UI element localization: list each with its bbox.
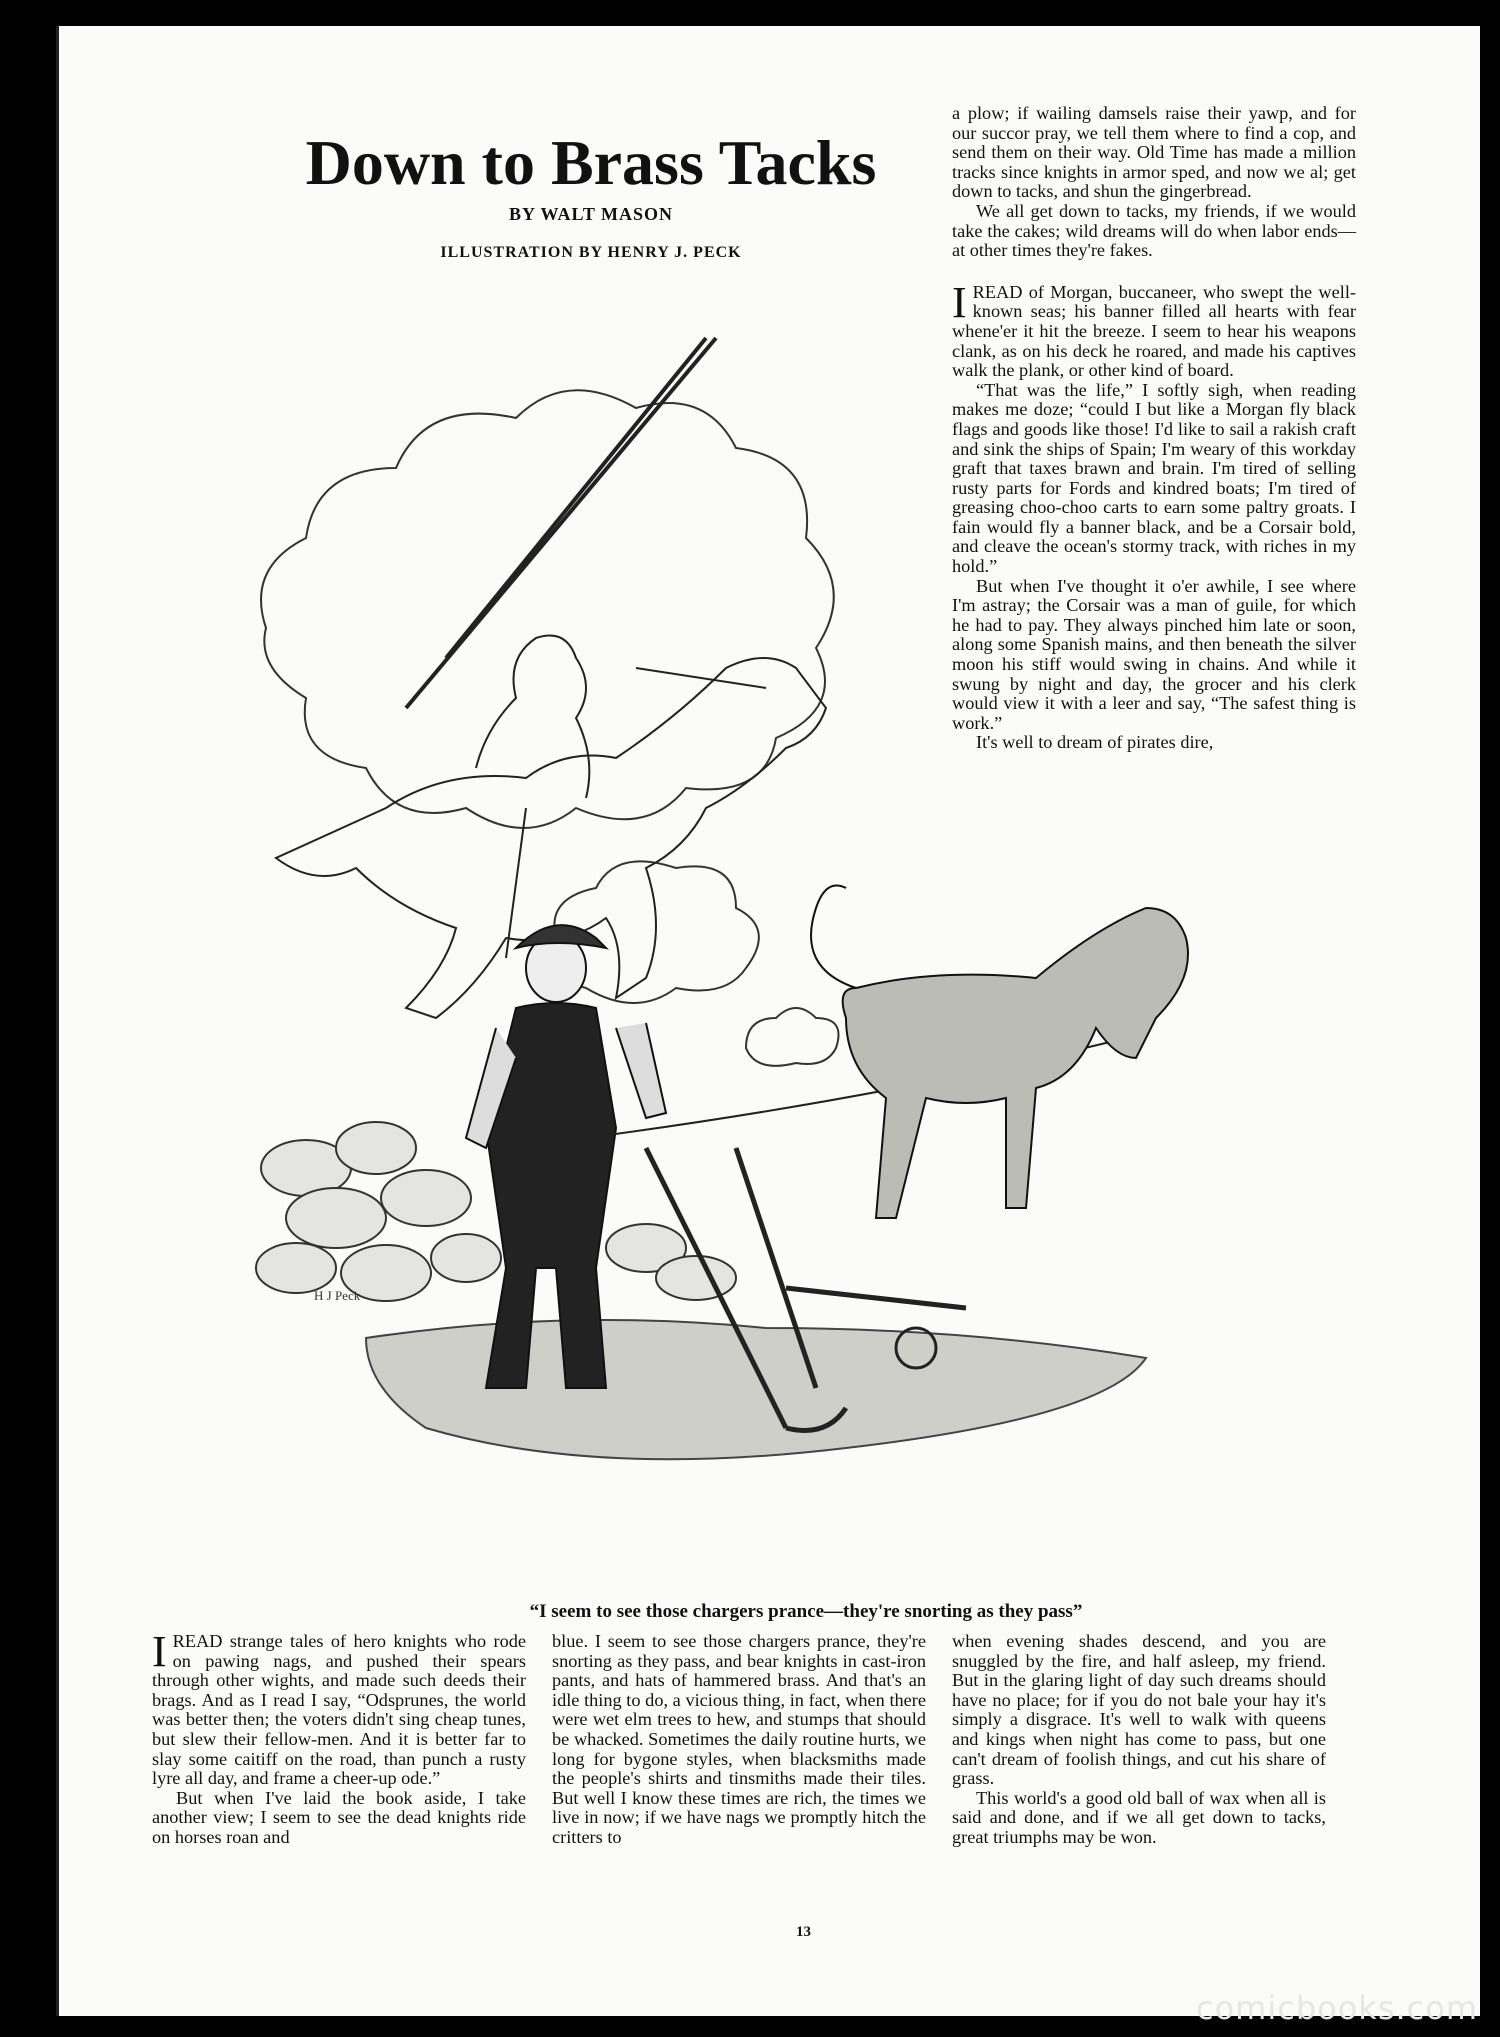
plow-horse xyxy=(811,886,1188,1219)
paragraph-knights xyxy=(152,1627,526,1789)
paragraph: It's well to dream of pirates dire, xyxy=(976,732,1214,753)
bottom-text-column-3 xyxy=(952,1632,1326,1848)
page-spine-edge xyxy=(56,26,59,2016)
bottom-text-column-2 xyxy=(552,1632,926,1848)
artist-signature: H J Peck xyxy=(314,1288,361,1303)
article-title: Down to Brass Tacks xyxy=(305,127,877,198)
paragraph: blue. I seem to see those chargers prance, they're snorting as they pass, and bear knights in cast-iron pants, and hats of hammered brass. And that's an idle thing to do, a vicious thing, in fact, when there were wet elm trees to hew, and stumps that should be whacked. Sometimes the daily routine hurts, we long for bygone styles, when blacksmiths made the people's shirts and tinsmiths made their tiles. But well I know these times are rich, the times we live in now; if we have nags we promptly hitch the critters to xyxy=(552,1631,926,1847)
farmer-figure xyxy=(466,925,666,1388)
paragraph-continuation: a plow; if wailing damsels raise their yawp, and for our succor pray, we tell them where to find a cop, and send them on their way. Old Time has made a million tracks since knights in armor sped, and now we al; get down to tacks, and shun the gingerbread. xyxy=(952,103,1356,202)
knight-on-horse-drawing xyxy=(276,338,826,1018)
illustration-credit: ILLUSTRATION BY HENRY J. PECK xyxy=(440,244,742,261)
magazine-page xyxy=(56,26,1480,2016)
author-byline: BY WALT MASON xyxy=(508,204,674,224)
paragraph: when evening shades descend, and you are snuggled by the fire, and half asleep, my friend. But in the glaring light of day such dreams should have no place; for if you do not bale your hay it's simply a disgrace. It's well to walk with queens and kings when night has come to pass, but one can't dream of foolish things, and cut his share of grass. xyxy=(952,1631,1326,1789)
page-number: 13 xyxy=(796,1924,811,1940)
paragraph: But when I've laid the book aside, I take another view; I seem to see the dead knights ride on horses roan and xyxy=(152,1787,526,1847)
paragraph: This world's a good old ball of wax when all is said and done, and if we all get down to tacks, great triumphs may be won. xyxy=(952,1787,1326,1847)
drop-cap: I xyxy=(152,1627,167,1676)
paragraph: We all get down to tacks, my friends, if we would take the cakes; wild dreams will do when labor ends—at other times they're fakes. xyxy=(952,200,1356,261)
paragraph-text: READ strange tales of hero knights who rode on pawing nags, and pushed their spears through other wights, and made such deeds their brags. And as I read I say, “Odsprunes, the world was better then; the voters didn't sing cheap tunes, but slew their fellow-men. And it is better far to slay some caitiff on the road, than punch a rusty lyre all day, and frame a cheer-up ode.” xyxy=(152,1631,526,1789)
drop-cap: I xyxy=(952,277,967,327)
bottom-text-column-1 xyxy=(152,1627,526,1848)
paragraph-text: READ of Morgan, buccaneer, who swept the well-known seas; his banner filled all hearts with fear whene'er it hit the breeze. I seem to hear his weapons clank, as on his deck he roared, and made his captives walk the plank, or other kind of board. xyxy=(952,281,1356,381)
dream-cloud xyxy=(261,390,834,1003)
paragraph: “That was the life,” I softly sigh, when reading makes me doze; “could I but like a Morgan fly black flags and goods like those! I'd like to sail a rakish craft and sink the ships of Spain; I'm weary of this workday graft that taxes brawn and brain. I'm tired of selling rusty parts for Fords and kindred boats; I'm tired of greasing choo-choo carts to earn some paltry groats. I fain would fly a banner black, and be a Corsair bold, and cleave the ocean's stormy track, with riches in my hold.” xyxy=(952,379,1356,577)
plowed-ground xyxy=(366,1320,1146,1459)
site-watermark: comicbooks.com xyxy=(1195,1989,1478,2027)
paragraph: But when I've thought it o'er awhile, I see where I'm astray; the Corsair was a man of guile, for which he had to pay. They always pinched him late or soon, along some Spanish mains, and then beneath the silver moon his stiff would swing in chains. And while it swung by night and day, the grocer and his clerk would view it with a leer and say, “The safest thing is work.” xyxy=(952,575,1356,733)
illustration-caption: “I seem to see those chargers prance—they're snorting as they pass” xyxy=(529,1601,1083,1622)
small-cloud xyxy=(746,1008,839,1066)
illustration-knight-and-plowman xyxy=(226,288,1376,1568)
